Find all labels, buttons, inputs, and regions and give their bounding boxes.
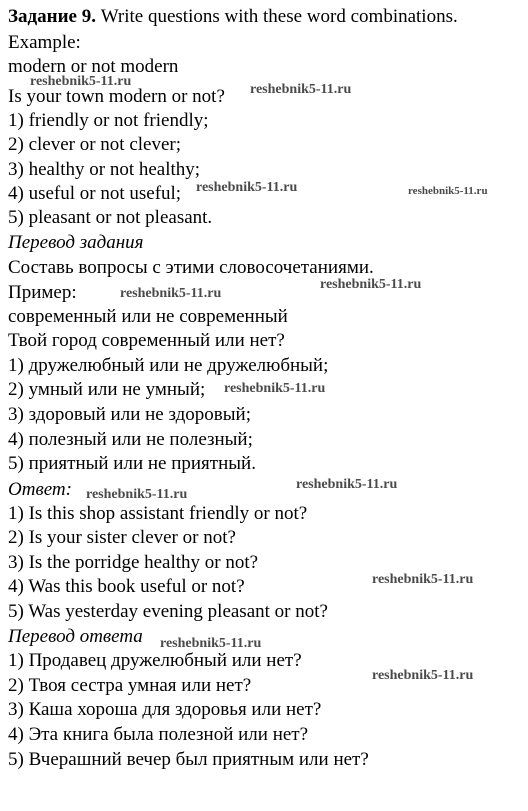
watermark: reshebnik5-11.ru xyxy=(320,277,422,292)
watermark: reshebnik5-11.ru xyxy=(250,82,352,97)
watermark: reshebnik5-11.ru xyxy=(86,487,188,502)
example-phrase: modern or not modern xyxy=(8,56,179,77)
answer-item-4: 4) Was this book useful or not? xyxy=(8,576,245,597)
watermark: reshebnik5-11.ru xyxy=(372,668,474,683)
task-item-4: 4) useful or not useful; xyxy=(8,183,182,204)
answer-item-2: 2) Is your sister clever or not? xyxy=(8,527,236,548)
answer-translation-heading: Перевод ответа xyxy=(8,626,143,647)
watermark: reshebnik5-11.ru xyxy=(160,636,262,651)
watermark: reshebnik5-11.ru xyxy=(30,74,132,89)
watermark: reshebnik5-11.ru xyxy=(224,381,326,396)
task-header xyxy=(8,6,458,28)
answer-translation-item-4: 4) Эта книга была полезной или нет? xyxy=(8,724,309,745)
answer-item-5: 5) Was yesterday evening pleasant or not? xyxy=(8,601,328,622)
watermark: reshebnik5-11.ru xyxy=(408,185,488,197)
task-translation-item-2: 2) умный или не умный; xyxy=(8,379,206,400)
task-translation-item-4: 4) полезный или не полезный; xyxy=(8,429,253,450)
answer-item-1: 1) Is this shop assistant friendly or not? xyxy=(8,503,308,524)
answer-translation-item-1: 1) Продавец дружелюбный или нет? xyxy=(8,650,302,671)
task-item-2: 2) clever or not clever; xyxy=(8,134,182,155)
watermark: reshebnik5-11.ru xyxy=(196,180,298,195)
answer-translation-item-2: 2) Твоя сестра умная или нет? xyxy=(8,675,252,696)
watermark: reshebnik5-11.ru xyxy=(372,572,474,587)
answer-translation-item-3: 3) Каша хороша для здоровья или нет? xyxy=(8,699,322,720)
task-item-3: 3) healthy or not healthy; xyxy=(8,159,201,180)
watermark: reshebnik5-11.ru xyxy=(120,286,222,301)
task-translation-question: Твой город современный или нет? xyxy=(8,330,285,351)
answer-translation-item-5: 5) Вчерашний вечер был приятным или нет? xyxy=(8,749,369,770)
task-item-5: 5) pleasant or not pleasant. xyxy=(8,207,213,228)
task-item-1: 1) friendly or not friendly; xyxy=(8,110,209,131)
answer-item-3: 3) Is the porridge healthy or not? xyxy=(8,552,259,573)
task-translation-item-1: 1) дружелюбный или не дружелюбный; xyxy=(8,355,329,376)
answer-heading: Ответ: xyxy=(8,479,72,500)
task-translation-instruction: Составь вопросы с этими словосочетаниями. xyxy=(8,257,374,278)
task-translation-example-label: Пример: xyxy=(8,282,77,303)
task-translation-heading: Перевод задания xyxy=(8,232,144,253)
task-translation-phrase: современный или не современный xyxy=(8,306,288,327)
watermark: reshebnik5-11.ru xyxy=(296,477,398,492)
task-label: Задание 9. xyxy=(8,6,96,27)
example-label: Example: xyxy=(8,32,81,53)
task-translation-item-3: 3) здоровый или не здоровый; xyxy=(8,404,251,425)
example-question: Is your town modern or not? xyxy=(8,86,225,107)
task-translation-item-5: 5) приятный или не приятный. xyxy=(8,453,256,474)
task-instruction: Write questions with these word combinations. xyxy=(95,6,458,27)
